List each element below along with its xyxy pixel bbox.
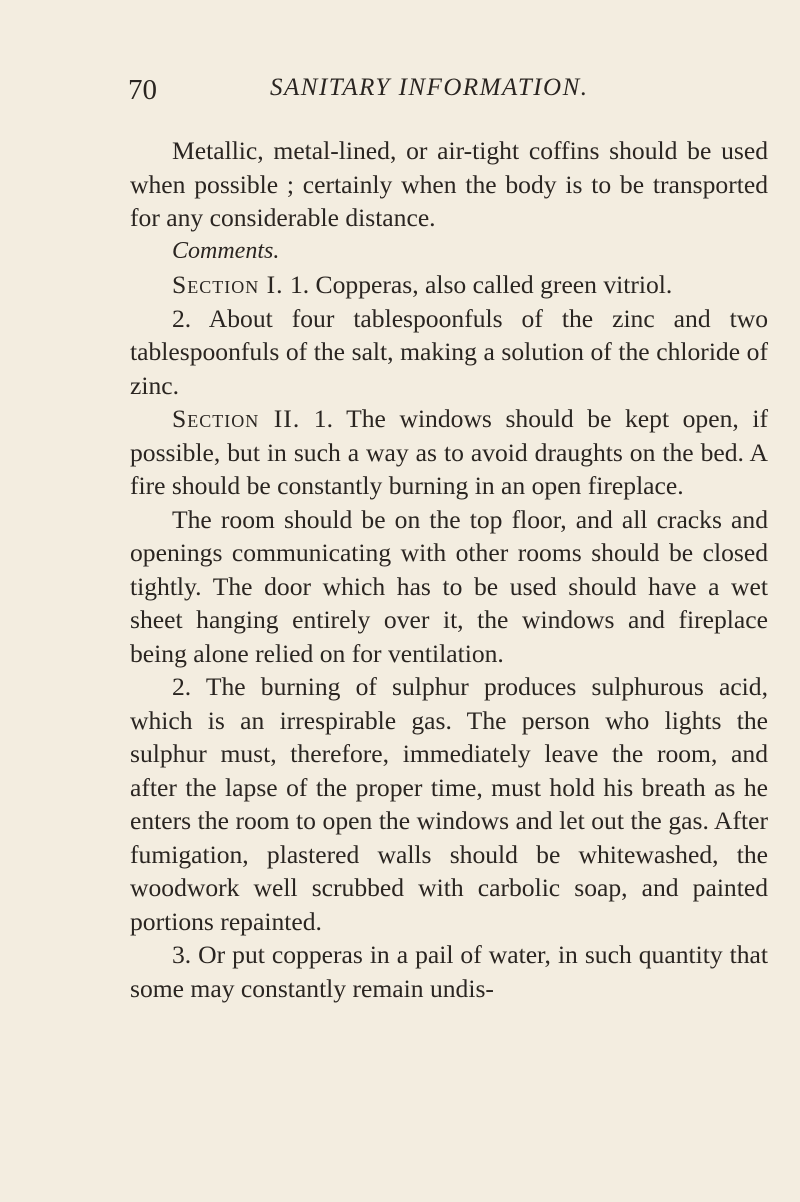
page-header [128, 74, 768, 110]
paragraph-section-2 [130, 402, 768, 503]
paragraph-coffins: Metallic, metal-lined, or air-tight coffins should be used when possible ; certainly when the body is to be transported for any considerable distance. [130, 136, 768, 232]
section-1-label: Section I. [172, 270, 284, 299]
section-1-text: 1. Copperas, also called green vitriol. [283, 270, 673, 299]
section-2-text: 1. The windows should be kept open, if possible, but in such a way as to avoid draughts on the bed. A fire should be constantly burning in an open fireplace. [130, 404, 768, 500]
paragraph-copperas: 3. Or put copperas in a pail of water, in such quantity that some may constantly remain undis- [130, 940, 768, 1003]
running-title: SANITARY INFORMATION. [270, 74, 589, 101]
paragraph-section-1 [130, 268, 768, 302]
section-2-label: Section II. [172, 404, 301, 433]
paragraph-sulphur: 2. The burning of sulphur produces sulphurous acid, which is an irrespirable gas. The person who lights the sulphur must, therefore, immediately leave the room, and after the lapse of the proper time, must hold his breath as he enters the room to open the windows and let out the gas. After fumigation, plastered walls should be whitewashed, the woodwork well scrubbed with carbolic soap, and painted portions repainted. [130, 672, 768, 936]
body-text [130, 134, 768, 1005]
paragraph-room: The room should be on the top floor, and all cracks and openings communicating with other rooms should be closed tightly. The door which has to be used should have a wet sheet hanging entirely over it, the windows and fireplace being alone relied on for ventilation. [130, 504, 768, 668]
page-number: 70 [128, 74, 157, 106]
subheading-comments: Comments. [172, 237, 280, 264]
paragraph-zinc-solution: 2. About four tablespoonfuls of the zinc and two tablespoonfuls of the salt, making a solution of the chloride of zinc. [130, 303, 768, 400]
